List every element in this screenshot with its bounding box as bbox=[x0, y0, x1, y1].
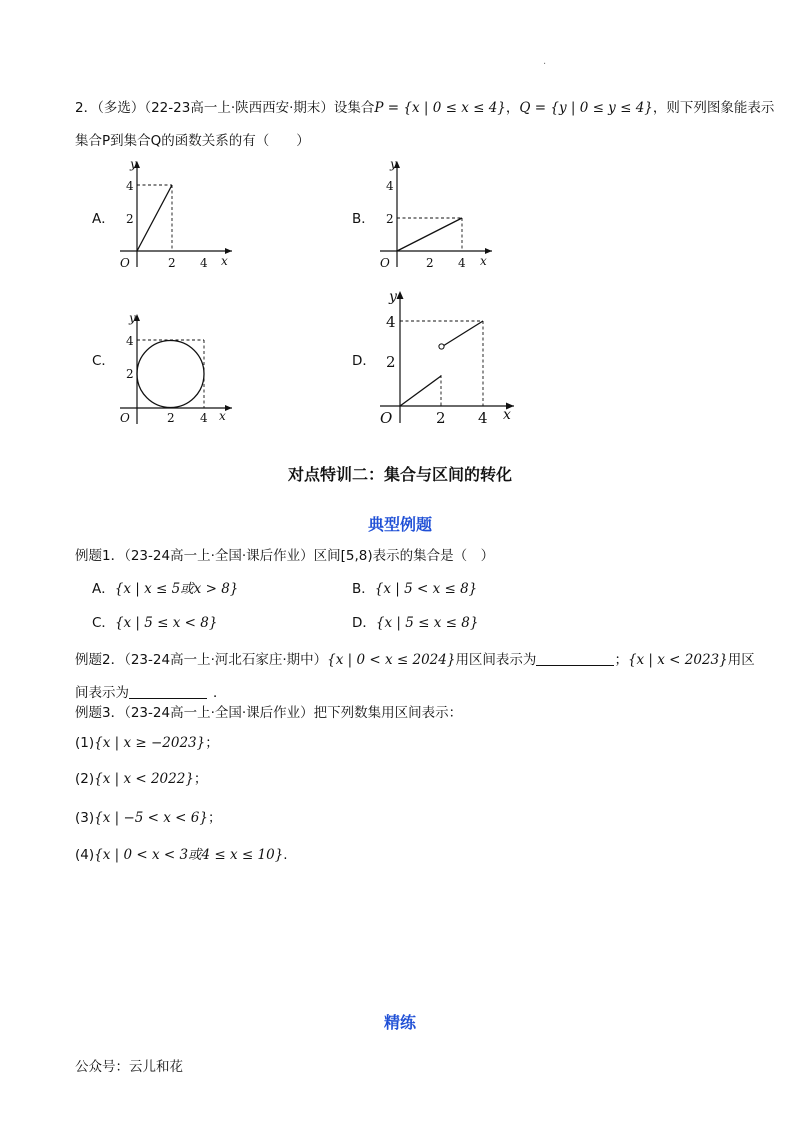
set-p: P = {x | 0 ≤ x ≤ 4} bbox=[374, 100, 506, 116]
q2-line1-prefix: 2．（多选）（22-23高一上·陕西西安·期末）设集合 bbox=[75, 100, 375, 116]
tick-2: 2 bbox=[386, 353, 396, 371]
graph-c bbox=[112, 308, 242, 428]
y-label: y bbox=[129, 311, 136, 325]
tick-4: 4 bbox=[126, 179, 134, 193]
footer-wechat: 公众号：云儿和花 bbox=[75, 1059, 183, 1075]
ex1-option-c: C．{x | 5 ≤ x < 8} bbox=[92, 615, 218, 631]
example-2-line2: 间表示为 ． bbox=[75, 685, 227, 701]
circle-curve bbox=[137, 341, 204, 408]
answer-blank-1[interactable] bbox=[536, 651, 614, 666]
ex3-item-4: (4){x | 0 < x < 3或4 ≤ x ≤ 10}. bbox=[75, 847, 288, 863]
option-a-label: A． bbox=[92, 211, 115, 227]
ex1-option-a: A．{x | x ≤ 5或x > 8} bbox=[92, 581, 239, 597]
tick-x-4: 4 bbox=[458, 256, 466, 270]
corner-mark: . bbox=[543, 56, 547, 67]
tick-x-4: 4 bbox=[200, 256, 208, 270]
section-title: 对点特训二：集合与区间的转化 bbox=[287, 465, 512, 484]
ex1-option-b: B．{x | 5 < x ≤ 8} bbox=[352, 581, 478, 597]
tick-x-2: 2 bbox=[168, 256, 176, 270]
option-b-label: B． bbox=[352, 211, 375, 227]
tick-x-4: 4 bbox=[200, 411, 208, 425]
ex3-item-1: (1){x | x ≥ −2023}； bbox=[75, 735, 219, 751]
example-1-text: 例题1．（23-24高一上·全国·课后作业）区间[5,8)表示的集合是（ ） bbox=[75, 548, 495, 564]
set-sep: ， bbox=[505, 100, 520, 116]
ex1-option-d: D．{x | 5 ≤ x ≤ 8} bbox=[352, 615, 479, 631]
option-d-label: D． bbox=[352, 353, 376, 369]
q2-line1-suffix: ，则下列图象能表示 bbox=[652, 100, 775, 116]
function-segment bbox=[137, 185, 172, 251]
answer-blank-2[interactable] bbox=[129, 684, 207, 699]
ex3-item-2: (2){x | x < 2022}； bbox=[75, 771, 208, 787]
graph-b bbox=[372, 155, 502, 275]
tick-4: 4 bbox=[386, 179, 394, 193]
ex2-set2: {x | x < 2023} bbox=[627, 652, 728, 668]
ex3-item-3: (3){x | −5 < x < 6}； bbox=[75, 810, 222, 826]
tick-2: 2 bbox=[126, 367, 134, 381]
tick-x-2: 2 bbox=[426, 256, 434, 270]
x-label: x bbox=[221, 254, 228, 268]
q2-line2: 集合P到集合Q的函数关系的有（ ） bbox=[75, 133, 310, 149]
origin-label: O bbox=[380, 409, 393, 427]
graph-a bbox=[112, 155, 242, 275]
example-3-text: 例题3．（23-24高一上·全国·课后作业）把下列数集用区间表示： bbox=[75, 705, 463, 721]
graph-d bbox=[372, 285, 522, 430]
function-segment bbox=[397, 218, 462, 251]
subsection-examples: 典型例题 bbox=[367, 515, 432, 534]
tick-2: 2 bbox=[386, 212, 394, 226]
open-point bbox=[439, 344, 444, 349]
x-label: x bbox=[219, 409, 226, 423]
tick-x-4: 4 bbox=[478, 409, 488, 427]
y-label: y bbox=[390, 157, 397, 171]
tick-4: 4 bbox=[126, 334, 134, 348]
tick-2: 2 bbox=[126, 212, 134, 226]
x-label: x bbox=[480, 254, 487, 268]
option-c-label: C． bbox=[92, 353, 115, 369]
tick-x-2: 2 bbox=[436, 409, 446, 427]
function-segment-2 bbox=[443, 321, 483, 346]
y-label: y bbox=[389, 289, 397, 305]
origin-label: O bbox=[120, 411, 130, 425]
tick-x-2: 2 bbox=[167, 411, 175, 425]
y-label: y bbox=[130, 157, 137, 171]
origin-label: O bbox=[120, 256, 130, 270]
example-2-line1: 例题2．（23-24高一上·河北石家庄·期中）{x | 0 < x ≤ 2024}用区间表示为 ；{x | x < 2023}用区 bbox=[75, 652, 755, 668]
set-q: Q = {y | 0 ≤ y ≤ 4} bbox=[519, 100, 653, 116]
q2-line1 bbox=[75, 98, 774, 118]
ex2-set1: {x | 0 < x ≤ 2024} bbox=[327, 652, 456, 668]
function-segment-1 bbox=[400, 376, 441, 406]
x-label: x bbox=[503, 407, 511, 423]
origin-label: O bbox=[380, 256, 390, 270]
tick-4: 4 bbox=[386, 313, 396, 331]
subsection-practice: 精练 bbox=[383, 1013, 416, 1032]
